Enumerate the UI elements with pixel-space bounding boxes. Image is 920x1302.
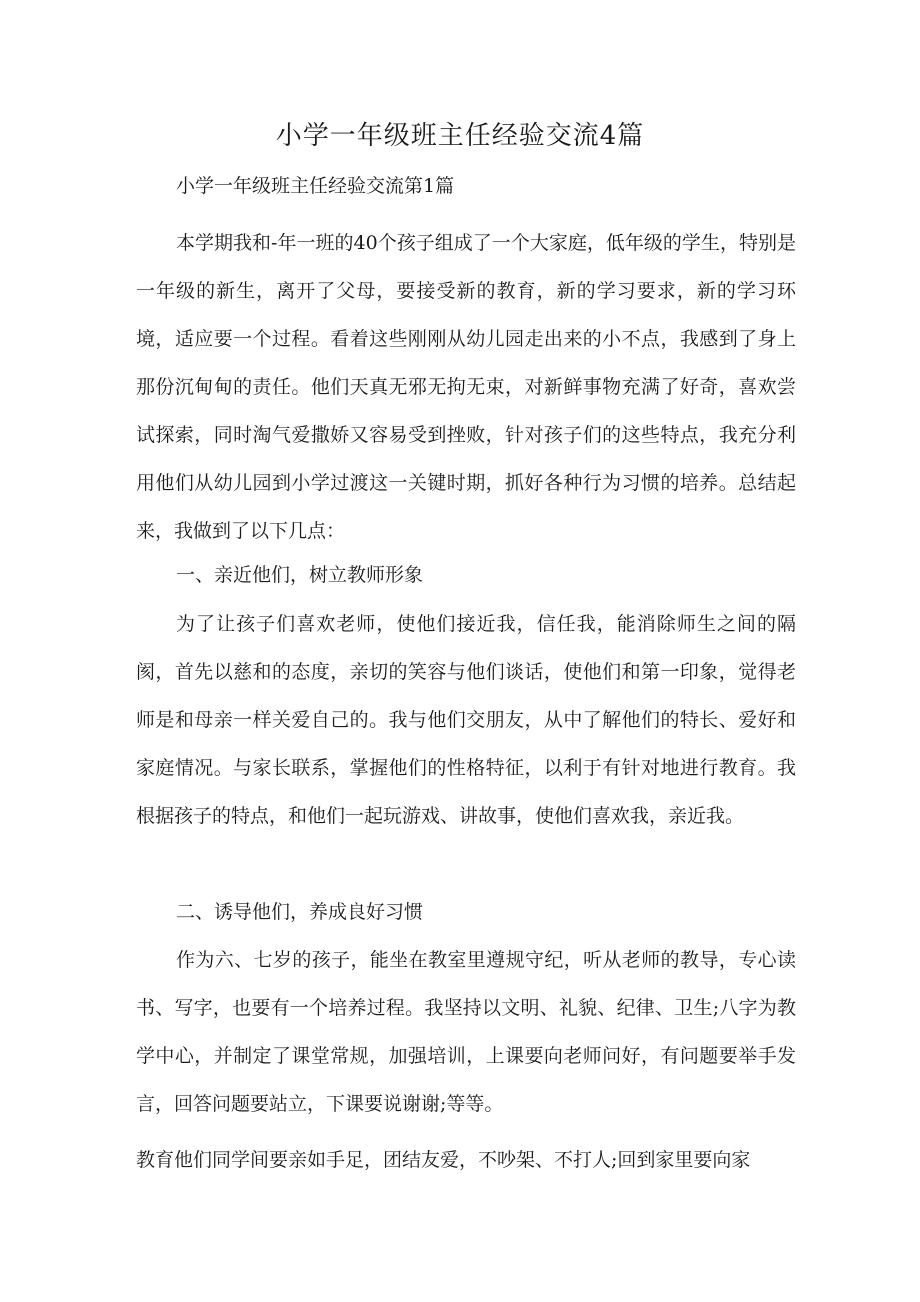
document-title: 小学一年级班主任经验交流4篇 bbox=[275, 121, 645, 151]
document-subtitle: 小学一年级班主任经验交流第1篇 bbox=[176, 175, 455, 197]
paragraph-2: 为了让孩子们喜欢老师，使他们接近我，信任我，能消除师生之间的隔阂，首先以慈和的态度，亲切的笑容与他们谈话，使他们和第一印象，觉得老师是和母亲一样关爱自己的。我与他们交朋友，从中了解他们的特长、爱好和家庭情况。与家长联系，掌握他们的性格特征，以利于有针对地进行教育。我根据孩子的特点，和他们一起玩游戏、讲故事，使他们喜欢我，亲近我。 bbox=[136, 613, 796, 827]
paragraph-4: 教育他们同学间要亲如手足，团结友爱，不吵架、不打人;回到家里要向家 bbox=[136, 1149, 751, 1171]
paragraph-3: 作为六、七岁的孩子，能坐在教室里遵规守纪，听从老师的教导，专心读书、写字，也要有一个培养过程。我坚持以文明、礼貌、纪律、卫生;八字为教学中心，并制定了课堂常规，加强培训，上课要向老师问好，有问题要举手发言，回答问题要站立，下课要说谢谢;等等。 bbox=[136, 949, 796, 1115]
section-heading-1: 一、亲近他们，树立教师形象 bbox=[176, 564, 424, 586]
section-heading-2: 二、诱导他们，养成良好习惯 bbox=[176, 901, 424, 923]
paragraph-1: 本学期我和-年一班的40个孩子组成了一个大家庭，低年级的学生，特别是一年级的新生，离开了父母，要接受新的教育，新的学习要求，新的学习环境，适应要一个过程。看着这些刚刚从幼儿园走出来的小不点，我感到了身上那份沉甸甸的责任。他们天真无邪无拘无束，对新鲜事物充满了好奇，喜欢尝试探索，同时淘气爱撒娇又容易受到挫败，针对孩子们的这些特点，我充分利用他们从幼儿园到小学过渡这一关键时期，抓好各种行为习惯的培养。总结起来，我做到了以下几点： bbox=[136, 232, 796, 542]
